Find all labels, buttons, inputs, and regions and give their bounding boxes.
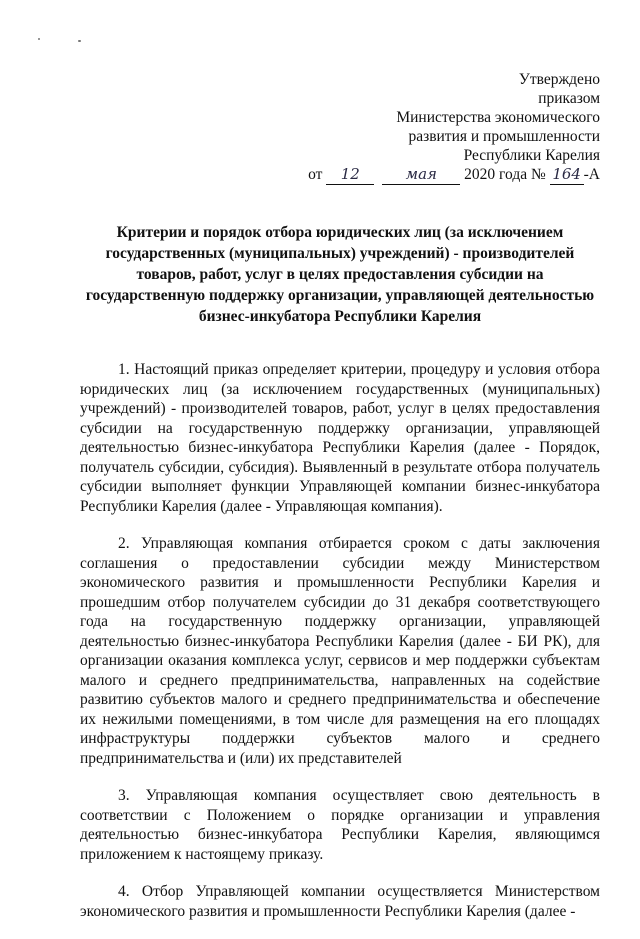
paragraph-2: 2. Управляющая компания отбирается сроком с даты заключения соглашения о предоставлении субсидии между Министерством экономического развития и промышленности Республики Карелия и прошедшим отбор получателем субсидии до 31 декабря соответствующего года на государственную поддержку организации, управляющей деятельностью бизнес-инкубатора Республики Карелия (далее - БИ РК), для организации оказания комплекса услуг, сервисов и мер поддержки субъектам малого и среднего предпринимательства, направленных на содействие развитию субъектов малого и среднего предпринимательства и обеспечение их нежилыми помещениями, в том числе для размещения на его площадях инфраструктуры поддержки субъектов малого и среднего предпринимательства и (или) их представителей bbox=[80, 535, 600, 767]
approval-line: Министерства экономического bbox=[396, 109, 600, 126]
date-prefix: от bbox=[308, 166, 323, 183]
approval-line: Республики Карелия bbox=[463, 147, 600, 164]
paragraph-4: 4. Отбор Управляющей компании осуществляется Министерством экономического развития и промышленности Республики Карелия (далее - bbox=[80, 883, 600, 920]
scan-speck bbox=[78, 40, 81, 42]
approval-line: приказом bbox=[538, 90, 600, 107]
approval-line: развития и промышленности bbox=[408, 128, 600, 145]
paragraph-3: 3. Управляющая компания осуществляет свою деятельность в соответствии с Положением о порядке организации и управления деятельностью бизнес-инкубатора Республики Карелия, являющимся приложением к настоящему приказу. bbox=[80, 787, 600, 863]
order-number-field bbox=[550, 165, 584, 185]
scan-speck bbox=[38, 38, 40, 40]
order-number-handwritten: 164 bbox=[552, 165, 581, 183]
order-number-suffix: -А bbox=[583, 166, 600, 183]
date-day-handwritten: 12 bbox=[340, 165, 360, 183]
approval-date-line bbox=[308, 165, 600, 185]
date-year-text: 2020 года № bbox=[464, 166, 546, 183]
paragraph-1: 1. Настоящий приказ определяет критерии, процедуру и условия отбора юридических лиц (за исключением государственных (муниципальных) учреждений) - производителей товаров, работ, услуг в целях предоставления субсидии на государственную поддержку организации, управляющей деятельностью бизнес-инкубатора Республики Карелия (далее - Порядок, получатель субсидии, субсидия). Выявленный в результате отбора получатель субсидии выполняет функции Управляющей компании бизнес-инкубатора Республики Карелия (далее - Управляющая компания). bbox=[80, 361, 600, 515]
date-month-handwritten: мая bbox=[405, 165, 437, 183]
date-day-field bbox=[326, 165, 374, 185]
approval-line: Утверждено bbox=[518, 71, 600, 88]
document-title: Критерии и порядок отбора юридических лиц (за исключением государственных (муниципальных) учреждений) - производителей товаров, работ, услуг в целях предоставления субсидии на государственную поддержку организации, управляющей деятельностью бизнес-инкубатора Республики Карелия bbox=[85, 224, 595, 325]
date-month-field bbox=[382, 165, 460, 185]
approval-stamp-block bbox=[308, 70, 600, 185]
document-body bbox=[80, 360, 600, 939]
